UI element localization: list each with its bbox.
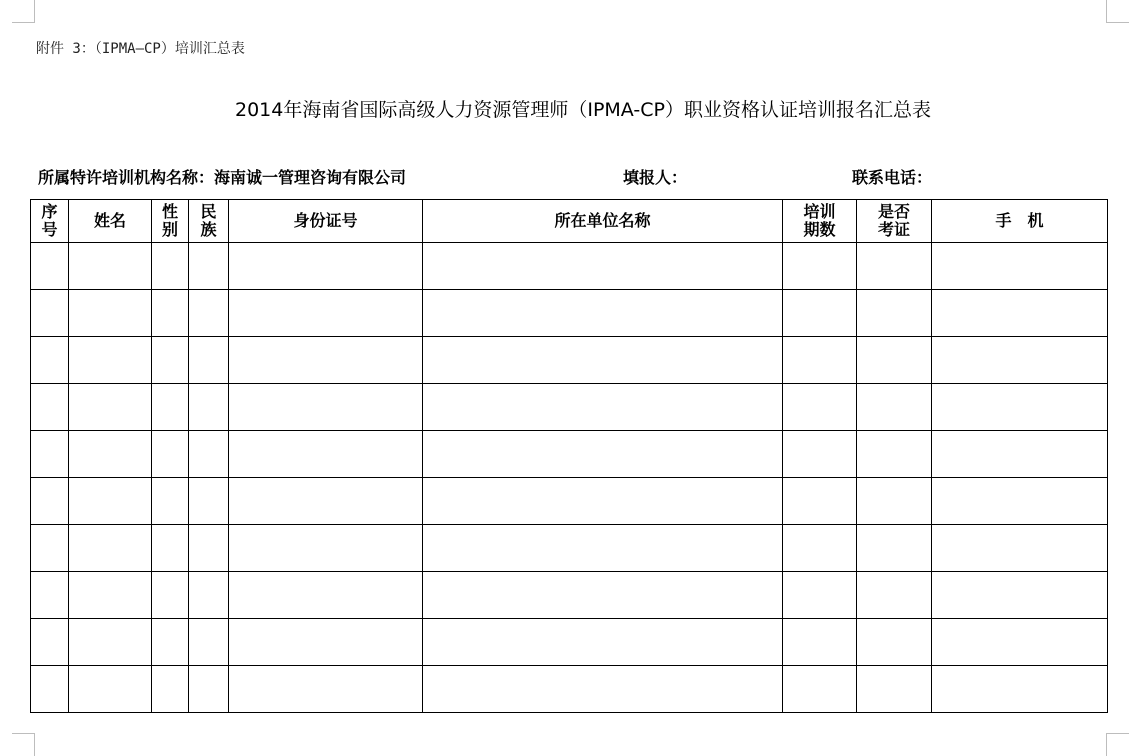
table-cell[interactable] xyxy=(152,337,189,384)
table-cell[interactable] xyxy=(932,384,1108,431)
registration-summary-table xyxy=(30,199,1108,713)
table-cell[interactable] xyxy=(423,243,783,290)
table-cell[interactable] xyxy=(932,290,1108,337)
contact-phone-label: 联系电话： xyxy=(852,168,933,187)
table-cell[interactable] xyxy=(69,478,152,525)
table-cell[interactable] xyxy=(423,478,783,525)
table-body xyxy=(31,243,1108,713)
table-cell[interactable] xyxy=(189,572,229,619)
table-cell[interactable] xyxy=(857,525,932,572)
column-header-text: 期数 xyxy=(803,220,836,239)
table-cell[interactable] xyxy=(229,384,423,431)
table-cell[interactable] xyxy=(69,572,152,619)
table-row xyxy=(31,337,1108,384)
table-cell[interactable] xyxy=(152,572,189,619)
table-cell[interactable] xyxy=(152,525,189,572)
table-cell[interactable] xyxy=(423,525,783,572)
column-header-text: 手 机 xyxy=(995,211,1044,230)
page-corner-mark-top-right xyxy=(1106,0,1129,23)
table-cell[interactable] xyxy=(783,619,857,666)
column-header xyxy=(189,200,229,243)
column-header xyxy=(783,200,857,243)
page-corner-mark-top-left xyxy=(12,0,35,23)
table-cell[interactable] xyxy=(783,384,857,431)
column-header-text: 序 xyxy=(41,202,58,221)
table-cell[interactable] xyxy=(31,431,69,478)
table-cell[interactable] xyxy=(857,290,932,337)
table-cell[interactable] xyxy=(229,337,423,384)
table-cell[interactable] xyxy=(857,478,932,525)
table-cell[interactable] xyxy=(229,572,423,619)
table-row xyxy=(31,243,1108,290)
table-cell[interactable] xyxy=(31,384,69,431)
table-cell[interactable] xyxy=(152,243,189,290)
column-header xyxy=(423,200,783,243)
table-cell[interactable] xyxy=(783,243,857,290)
table-cell[interactable] xyxy=(69,431,152,478)
table-cell[interactable] xyxy=(189,478,229,525)
column-header-text: 民 xyxy=(200,202,217,221)
column-header-text: 族 xyxy=(200,220,217,239)
filler-label: 填报人： xyxy=(623,168,688,187)
table-cell[interactable] xyxy=(229,243,423,290)
table-cell[interactable] xyxy=(189,337,229,384)
column-header xyxy=(69,200,152,243)
table-cell[interactable] xyxy=(229,290,423,337)
table-cell[interactable] xyxy=(189,384,229,431)
table-cell[interactable] xyxy=(932,431,1108,478)
table-row xyxy=(31,619,1108,666)
table-row xyxy=(31,290,1108,337)
column-header xyxy=(229,200,423,243)
table-row xyxy=(31,572,1108,619)
table-cell[interactable] xyxy=(423,619,783,666)
column-header-text: 考证 xyxy=(877,220,910,239)
column-header-text: 性 xyxy=(161,202,178,221)
table-cell[interactable] xyxy=(229,478,423,525)
table-cell[interactable] xyxy=(189,290,229,337)
table-cell[interactable] xyxy=(152,290,189,337)
table-cell[interactable] xyxy=(857,337,932,384)
table-cell[interactable] xyxy=(932,337,1108,384)
table-cell[interactable] xyxy=(932,478,1108,525)
table-cell[interactable] xyxy=(189,243,229,290)
column-header-text: 是否 xyxy=(877,202,910,221)
table-cell[interactable] xyxy=(783,666,857,713)
table-cell[interactable] xyxy=(31,666,69,713)
column-header-text: 姓名 xyxy=(93,211,126,230)
table-cell[interactable] xyxy=(857,431,932,478)
table-cell[interactable] xyxy=(783,572,857,619)
column-header xyxy=(857,200,932,243)
table-cell[interactable] xyxy=(31,572,69,619)
table-cell[interactable] xyxy=(423,666,783,713)
table-cell[interactable] xyxy=(932,572,1108,619)
table-cell[interactable] xyxy=(31,290,69,337)
column-header-text: 所在单位名称 xyxy=(554,211,651,230)
table-cell[interactable] xyxy=(857,572,932,619)
table-row xyxy=(31,525,1108,572)
table-cell[interactable] xyxy=(857,666,932,713)
table-cell[interactable] xyxy=(69,619,152,666)
table-row xyxy=(31,478,1108,525)
table-cell[interactable] xyxy=(69,290,152,337)
table-row xyxy=(31,431,1108,478)
table-cell[interactable] xyxy=(152,619,189,666)
document-title: 2014年海南省国际高级人力资源管理师（IPMA-CP）职业资格认证培训报名汇总表 xyxy=(235,99,931,121)
table-cell[interactable] xyxy=(189,619,229,666)
table-cell[interactable] xyxy=(932,243,1108,290)
column-header xyxy=(31,200,69,243)
column-header-text: 身份证号 xyxy=(293,211,358,230)
table-cell[interactable] xyxy=(152,666,189,713)
column-header xyxy=(932,200,1108,243)
table-cell[interactable] xyxy=(152,431,189,478)
table-cell[interactable] xyxy=(423,337,783,384)
table-cell[interactable] xyxy=(31,337,69,384)
column-header xyxy=(152,200,189,243)
table-cell[interactable] xyxy=(31,619,69,666)
training-org-label: 所属特许培训机构名称：海南诚一管理咨询有限公司 xyxy=(38,168,407,187)
table-cell[interactable] xyxy=(189,525,229,572)
column-header-text: 号 xyxy=(41,220,58,239)
table-cell[interactable] xyxy=(229,431,423,478)
table-cell[interactable] xyxy=(152,384,189,431)
table-cell[interactable] xyxy=(229,619,423,666)
table-cell[interactable] xyxy=(189,666,229,713)
table-cell[interactable] xyxy=(423,384,783,431)
table-cell[interactable] xyxy=(783,337,857,384)
table-cell[interactable] xyxy=(31,478,69,525)
table-cell[interactable] xyxy=(423,572,783,619)
table-cell[interactable] xyxy=(229,666,423,713)
table-cell[interactable] xyxy=(932,666,1108,713)
page-corner-mark-bottom-right xyxy=(1106,733,1129,756)
column-header-text: 别 xyxy=(161,220,178,239)
table-cell[interactable] xyxy=(932,525,1108,572)
table-cell[interactable] xyxy=(857,384,932,431)
table-cell[interactable] xyxy=(783,290,857,337)
table-cell[interactable] xyxy=(423,431,783,478)
column-header-text: 培训 xyxy=(803,202,836,221)
table-cell[interactable] xyxy=(857,619,932,666)
table-cell[interactable] xyxy=(69,384,152,431)
table-cell[interactable] xyxy=(69,337,152,384)
attachment-label: 附件 3：（IPMA—CP）培训汇总表 xyxy=(36,41,245,57)
table-cell[interactable] xyxy=(783,478,857,525)
table-cell[interactable] xyxy=(69,666,152,713)
table-cell[interactable] xyxy=(31,243,69,290)
page-corner-mark-bottom-left xyxy=(12,733,35,756)
table-cell[interactable] xyxy=(783,431,857,478)
table-cell[interactable] xyxy=(932,619,1108,666)
table-cell[interactable] xyxy=(229,525,423,572)
table-cell[interactable] xyxy=(423,290,783,337)
table-cell[interactable] xyxy=(783,525,857,572)
table-row xyxy=(31,384,1108,431)
table-cell[interactable] xyxy=(152,478,189,525)
table-cell[interactable] xyxy=(857,243,932,290)
table-cell[interactable] xyxy=(69,243,152,290)
table-row xyxy=(31,666,1108,713)
table-header-row xyxy=(31,200,1108,243)
table-cell[interactable] xyxy=(189,431,229,478)
table-cell[interactable] xyxy=(69,525,152,572)
table-cell[interactable] xyxy=(31,525,69,572)
